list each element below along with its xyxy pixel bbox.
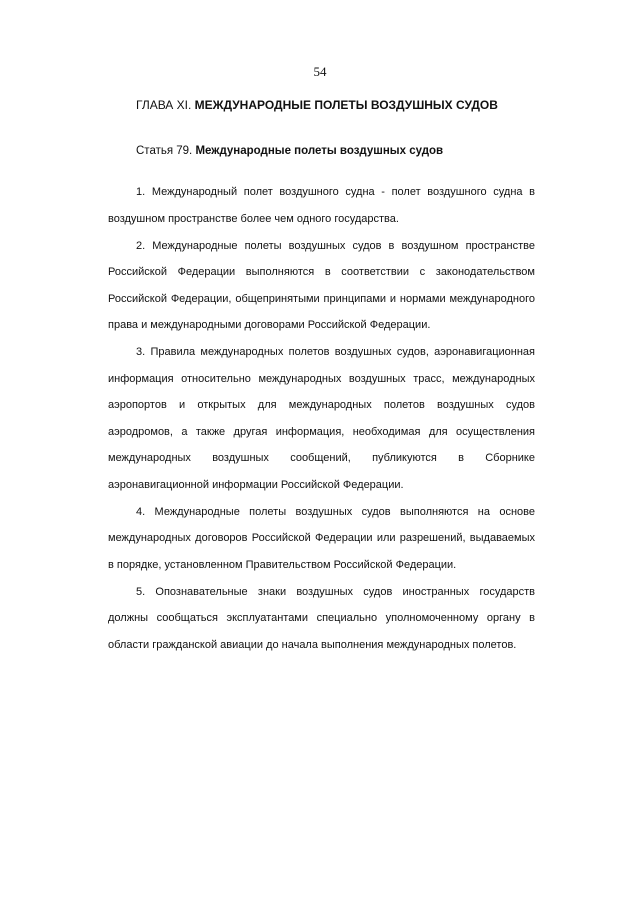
paragraph-3: 3. Правила международных полетов воздушных судов, аэронавигационная информация относительно международных воздушных трасс, международных аэропортов и открытых для международных полетов воздушных судов аэродромов, а также другая информация, необходимая для осуществления международных воздушных сообщений, публикуются в Сборнике аэронавигационной информации Российской Федерации. (108, 346, 535, 491)
article-prefix: Статья 79. (136, 145, 193, 157)
chapter-prefix: ГЛАВА XI. (136, 98, 192, 112)
paragraph-4: 4. Международные полеты воздушных судов выполняются на основе международных договоров Российской Федерации или разрешений, выдаваемых в порядке, установленном Правительством Российской Федерации. (108, 505, 535, 571)
paragraph-1: 1. Международный полет воздушного судна - полет воздушного судна в воздушном пространстве более чем одного государства. (108, 186, 535, 225)
paragraph-2: 2. Международные полеты воздушных судов в воздушном пространстве Российской Федерации выполняются в соответствии с законодательством Российской Федерации, общепринятыми принципами и нормами международного права и международными договорами Российской Федерации. (108, 239, 535, 331)
chapter-title: МЕЖДУНАРОДНЫЕ ПОЛЕТЫ ВОЗДУШНЫХ СУДОВ (194, 98, 498, 112)
article-body (108, 179, 535, 659)
article-heading (136, 145, 443, 157)
article-title: Международные полеты воздушных судов (195, 145, 444, 157)
page-number: 54 (313, 64, 327, 79)
chapter-heading (136, 98, 498, 112)
paragraph-5: 5. Опознавательные знаки воздушных судов иностранных государств должны сообщаться эксплуатантами специально уполномоченному органу в области гражданской авиации до начала выполнения международных полетов. (108, 585, 535, 651)
